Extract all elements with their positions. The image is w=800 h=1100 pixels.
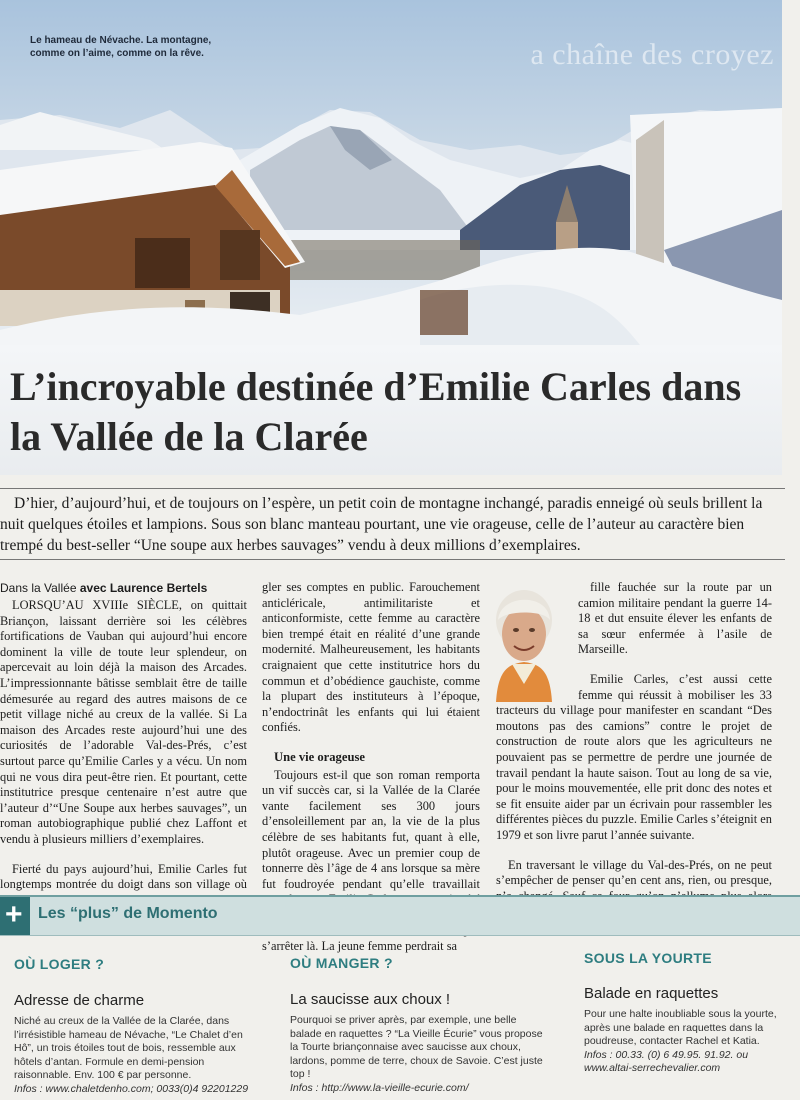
byline-author: avec Laurence Bertels — [79, 581, 208, 595]
hero-photo — [0, 0, 782, 345]
article-lead: D’hier, d’aujourd’hui, et de toujours on l’espère, un petit coin de montagne inchangé, paradis enneigé où seuls brillent la nuit quelques étoiles et lampions. Sous son blanc manteau pourtant, une vie orageuse, celle de l’auteur au caractère bien trempé du best-seller “Une soupe aux herbes sauvages” vendu à deux millions d’exemplaires. — [0, 495, 763, 554]
tip-heading: OÙ LOGER ? — [14, 956, 105, 972]
paragraph: fille fauchée sur la route par un camion militaire pendant la guerre 14-18 et dut ensuite élever les enfants de sa sœur enfermée à l’asile de Marseille. — [578, 580, 772, 657]
subhead: Une vie orageuse — [274, 749, 365, 764]
lead-divider-top — [0, 488, 785, 489]
emilie-carles-portrait — [478, 580, 570, 702]
tip-infos: Infos : http://www.la-vieille-ecurie.com/ — [290, 1081, 469, 1094]
plus-icon: + — [0, 897, 30, 935]
paragraph: En traversant le village du Val-des-Prés, on ne peut s’empêcher de penser qu’en cent ans, rien, ou presque, — [496, 857, 772, 888]
paragraph: gler ses comptes en public. Farouchement anticléricale, antimilitariste et anticonformiste, cette femme au caractère bien trempé était en réalité d’une grande modernité. Malheureusement, les habitants craignaient que cette institutrice hors du commun et d’obédience gauchiste, comme la plupart des instituteurs à l’époque, n’endoctrinât les enfants qui lui étaient confiés. — [262, 580, 480, 735]
tip-under-the-yurt — [584, 950, 789, 1075]
photo-caption: Le hameau de Névache. La montagne, comme on l’aime, comme on la rêve. — [30, 35, 212, 59]
paragraph: Fierté du pays aujourd’hui, Emilie Carles fut longtemps montrée du doigt dans son village où — [0, 861, 247, 892]
lead-divider-bottom — [0, 559, 785, 560]
tip-heading: OÙ MANGER ? — [290, 955, 393, 971]
tip-body: Pourquoi se priver après, par exemple, une belle balade en raquettes ? “La Vieille Écurie” vous propose la Tourte briançonnaise avec saucisse aux choux, lardons, pomme de terre, choux de Savoie. C’est juste top ! — [290, 1014, 543, 1080]
tip-body: Niché au creux de la Vallée de la Clarée, dans l’irrésistible hameau de Névache, “Le Chalet d’en Hô”, un trois étoiles tout de bois, ressemble aux hôtels d’antan. Formule en demi-pension raisonnable. Env. 100 € par personne. — [14, 1015, 243, 1081]
tip-title: Balade en raquettes — [584, 985, 719, 1002]
tip-title: La saucisse aux choux ! — [290, 991, 451, 1008]
tip-body: Pour une halte inoubliable sous la yourte, après une balade en raquettes dans la poudreuse, contacter Rachel et Katia. — [584, 1008, 777, 1047]
tip-where-to-eat — [290, 955, 550, 1095]
tip-where-to-stay — [14, 956, 259, 1096]
photo-ghost-text: a chaîne des croyez — [530, 38, 774, 71]
article-headline: L’incroyable destinée d’Emilie Carles dans la Vallée de la Clarée — [10, 364, 742, 459]
plus-section-header — [0, 895, 800, 936]
article-column-1 — [0, 598, 247, 922]
tip-title: Adresse de charme — [14, 992, 145, 1009]
byline-place: Dans la Vallée — [0, 581, 77, 595]
tip-infos: Infos : 00.33. (0) 6 49.95. 91.92. ou www.altai-serrechevalier.com — [584, 1048, 749, 1074]
paragraph: Emilie Carles, c’est aussi cette femme qui réussit à mobiliser les 33 tracteurs du village pour manifester en scandant “Des moutons pas des camions” contre le projet de construction de route alors que les agriculteurs ne pouvaient pas se permettre de perdre une journée de travail pendant la haute saison. Tout au long de sa vie, pour le moins mouvementée, elle prit donc des notes et se fit ensuite aider par un écrivain pour rassembler les différentes pièces du puzzle. Emilie Carles s’éteignit en 1979 et son livre parut l’année suivante. — [496, 671, 772, 842]
paragraph: LORSQU’AU XVIIIe SIÈCLE, on quittait Briançon, laissant derrière soi les célèbres fortifications de Vauban qui aujourd’hui encore dominent la ville de toute leur splendeur, on apercevait au loin déjà la maison des Arcades. L’impressionnante bâtisse semblait être de taille démesurée au regard des autres maisons de ce petit village niché au creux de la vallée. Si La maison des Arcades reste aujourd’hui une des curiosités de l’adorable Val-des-Prés, c’est surtout parce qu’Emilie Carles y a vécu. Un nom qui ne vous dira peut-être rien. Et pourtant, cette institutrice presque centenaire n’est autre que l’auteur d’“Une Soupe aux herbes sauvages”, un roman autobiographique publié chez Laffont et vendu à plusieurs milliers d’exemplaires. — [0, 598, 247, 846]
byline — [0, 581, 207, 595]
plus-section-title: Les “plus” de Momento — [38, 905, 218, 922]
paragraph: Toujours est-il que son roman remporta un vif succès car, si la Vallée de la Clarée vante facilement ses 300 jours d’ensoleillement par an, la vie de la plus célèbre de ses habitants fut, quant à elle, plutôt orageuse. Avec un premier coup de tonnerre dès l’âge de 4 ans lorsque sa mère fut foudroyée pendant qu’elle travaillait s’arrêter là. La jeune femme perdrait sa — [262, 767, 480, 954]
tip-heading: SOUS LA YOURTE — [584, 950, 712, 966]
tip-infos: Infos : www.chaletdenho.com; 0033(0)4 92201229 — [14, 1082, 249, 1095]
